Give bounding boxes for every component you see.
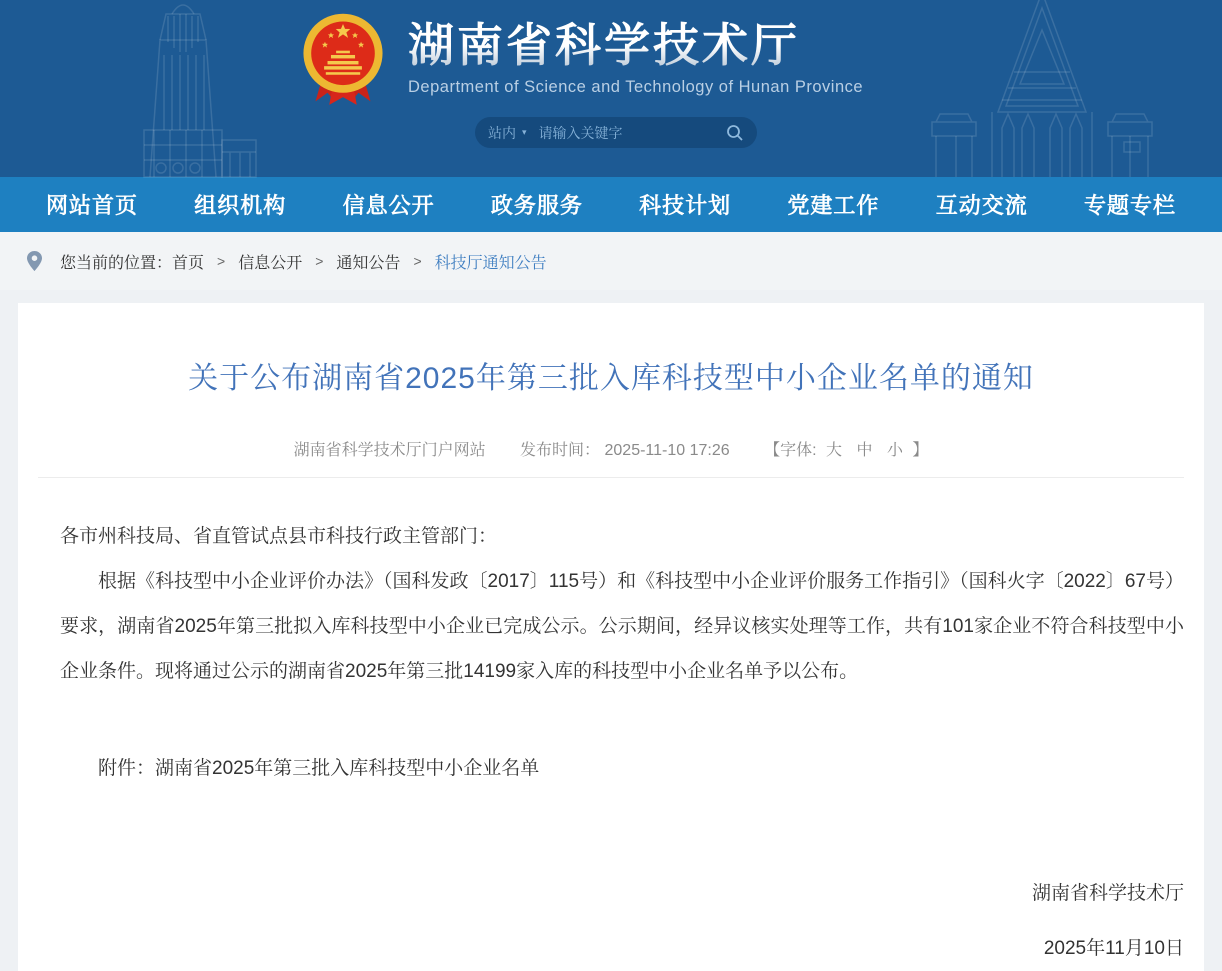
nav-item-interaction[interactable]: 互动交流 [935,193,1028,218]
location-pin-icon [27,251,42,271]
font-size-large-button[interactable]: 大 [826,442,843,459]
breadcrumb [0,232,1222,290]
nav-item-home[interactable]: 网站首页 [46,193,139,218]
font-size-small-button[interactable]: 小 [886,442,903,459]
nav-item-gov-services[interactable]: 政务服务 [490,193,583,218]
national-emblem-icon [300,12,386,110]
attachment-line [60,746,1184,791]
attachment-link[interactable]: 湖南省2025年第三批入库科技型中小企业名单 [155,758,540,779]
attachment-label: 附件： [98,758,156,779]
search-input[interactable] [539,125,726,141]
article-paragraph: 根据《科技型中小企业评价办法》（国科发政〔2017〕115号）和《科技型中小企业评价服务工作指引》（国科火字〔2022〕67号）要求，湖南省2025年第三批拟入库科技型中小企业已完成公示。公示期间，经异议核实处理等工作，共有101家企业不符合科技型中小企业条件。现将通过公示的湖南省2025年第三批14199家入库的科技型中小企业名单予以公布。 [60,571,1184,682]
article-meta [38,437,1184,478]
publish-time-label: 发布时间： [520,442,601,459]
nav-item-organization[interactable]: 组织机构 [194,193,287,218]
breadcrumb-item-notices[interactable]: 通知公告 [336,254,401,272]
chevron-down-icon: ▾ [522,127,527,137]
site-title: 湖南省科学技术厅 [408,20,863,71]
breadcrumb-separator: > [315,253,324,269]
nav-item-special-topics[interactable]: 专题专栏 [1083,193,1176,218]
breadcrumb-prefix: 您当前的位置： [60,254,173,272]
site-logo[interactable] [300,10,863,110]
article-signature: 湖南省科学技术厅 [1031,883,1184,904]
breadcrumb-item-dept-notices[interactable]: 科技厅通知公告 [434,254,547,272]
search-scope-label: 站内 [488,124,516,141]
search-button[interactable] [726,124,744,142]
main-nav [0,177,1222,232]
nav-item-info-disclosure[interactable]: 信息公开 [342,193,435,218]
nav-item-party-building[interactable]: 党建工作 [787,193,880,218]
nav-item-sci-tech-plans[interactable]: 科技计划 [639,193,732,218]
breadcrumb-separator: > [413,253,422,269]
breadcrumb-separator: > [217,253,226,269]
publish-time-value: 2025-11-10 17:26 [604,442,730,459]
breadcrumb-item-info-disclosure[interactable]: 信息公开 [238,254,303,272]
font-size-medium-button[interactable]: 中 [856,442,873,459]
article-date: 2025年11月10日 [1043,938,1184,959]
search-icon [726,124,744,142]
article-salutation: 各市州科技局、省直管试点县市科技行政主管部门： [60,526,498,547]
font-size-bracket-open: 【字体: [764,442,817,459]
main-content [0,290,1222,971]
building-artwork-left [88,0,278,177]
article-source: 湖南省科学技术厅门户网站 [293,442,486,459]
breadcrumb-item-home[interactable]: 首页 [172,254,205,272]
site-header [0,0,1222,177]
article-panel [18,303,1204,971]
search-scope-select[interactable] [488,123,527,143]
article-body [18,478,1204,971]
search-bar [475,117,757,148]
article-title: 关于公布湖南省2025年第三批入库科技型中小企业名单的通知 [188,362,1034,395]
building-artwork-right [902,0,1182,177]
font-size-bracket-close: 】 [912,442,929,459]
site-subtitle: Department of Science and Technology of Hunan Province [408,77,864,96]
